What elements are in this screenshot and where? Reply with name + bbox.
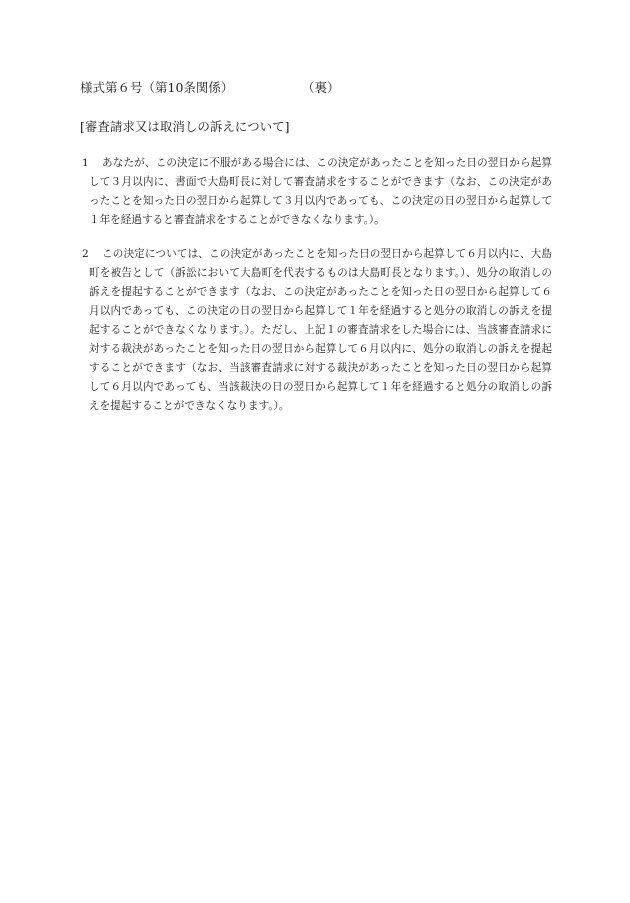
item-text: あなたが、この決定に不服がある場合には、この決定があったことを知った日の翌日から起算して３月以内に、書面で大島町長に対して審査請求をすることができます（なお、この決定があったことを知った日の翌日から起算して３月以内であっても、この決定の日の翌日から起算して１年を経過すると審査請求をすることができなくなります。）。 (89, 157, 552, 226)
section-title: [審査請求又は取消しの訴えについて] (80, 119, 290, 134)
item-text: この決定については、この決定があったことを知った日の翌日から起算して６月以内に、大島町を被告として（訴訟において大島町を代表するものは大島町長となります。）、処分の取消しの訴えを提起することができます（なお、この決定があったことを知った日の翌日から起算して６月以内であっても、この決定の日の翌日から起算して１年を経過すると処分の取消しの訴えを提起することができなくなります。）。ただし、上記１の審査請求をした場合には、当該審査請求に対する裁決があったことを知った日の翌日から起算して６月以内に、処分の取消しの訴えを提起することができます（なお、当該審査請求に対する裁決があったことを知った日の翌日から起算して６月以内であっても、当該裁決の日の翌日から起算して１年を経過すると処分の取消しの訴えを提起することができなくなります。）。 (89, 248, 552, 412)
list-item (82, 245, 552, 416)
item-number: 2 (82, 248, 89, 260)
item-number: 1 (82, 157, 89, 169)
form-label: 様式第６号（第10条関係） (80, 80, 234, 95)
reverse-side-label: （裏） (302, 80, 340, 95)
list-item (82, 154, 552, 230)
form-header (80, 79, 550, 97)
